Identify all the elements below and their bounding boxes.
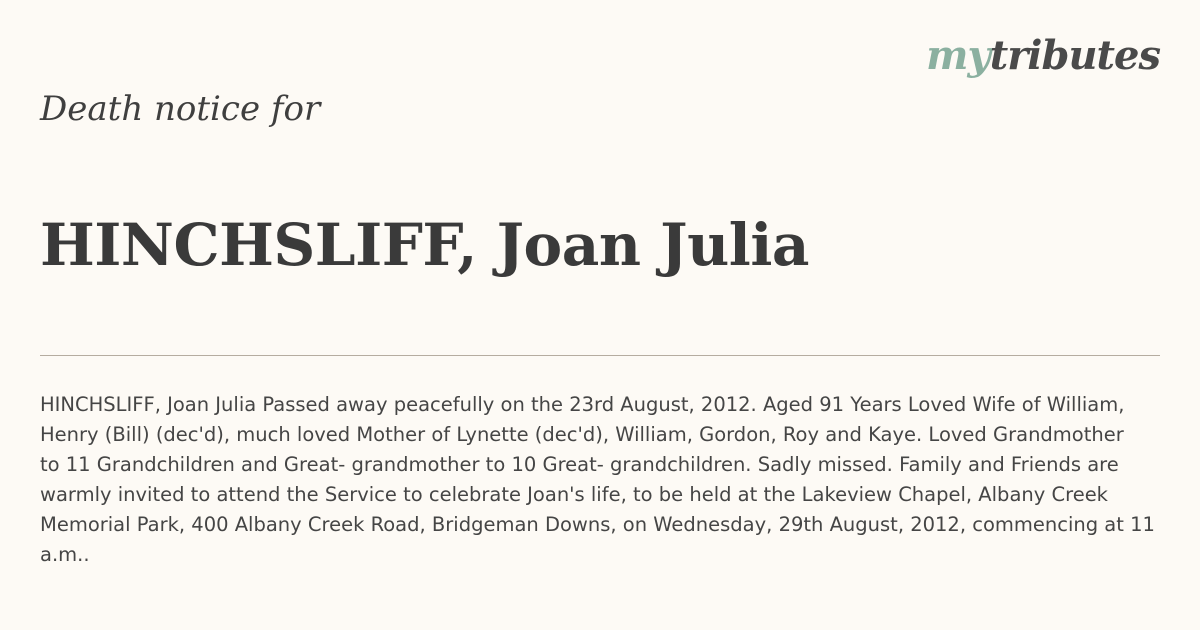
notice-line: Memorial Park, 400 Albany Creek Road, Bridgeman Downs, on Wednesday, 29th August, 2012, commencing at 11 a.m.. [40,513,1155,566]
notice-line: Henry (Bill) (dec'd), much loved Mother of Lynette (dec'd), William, Gordon, Roy and Kaye. Loved Grandmother [40,423,1124,446]
notice-text [40,390,1200,566]
page-subtitle: Death notice for [40,89,321,129]
logo-my: my [926,32,990,79]
notice-line: to 11 Grandchildren and Great- grandmother to 10 Great- grandchildren. Sadly missed. Family and Friends are [40,453,1119,476]
divider [40,355,1160,356]
notice-line: warmly invited to attend the Service to celebrate Joan's life, to be held at the Lakeview Chapel, Albany Creek [40,483,1108,506]
deceased-name: HINCHSLIFF, Joan Julia [40,211,809,279]
notice-line: HINCHSLIFF, Joan Julia Passed away peacefully on the 23rd August, 2012. Aged 91 Years Loved Wife of William, [40,393,1125,416]
mytributes-logo[interactable] [926,32,1160,79]
logo-tributes: tributes [989,32,1160,79]
